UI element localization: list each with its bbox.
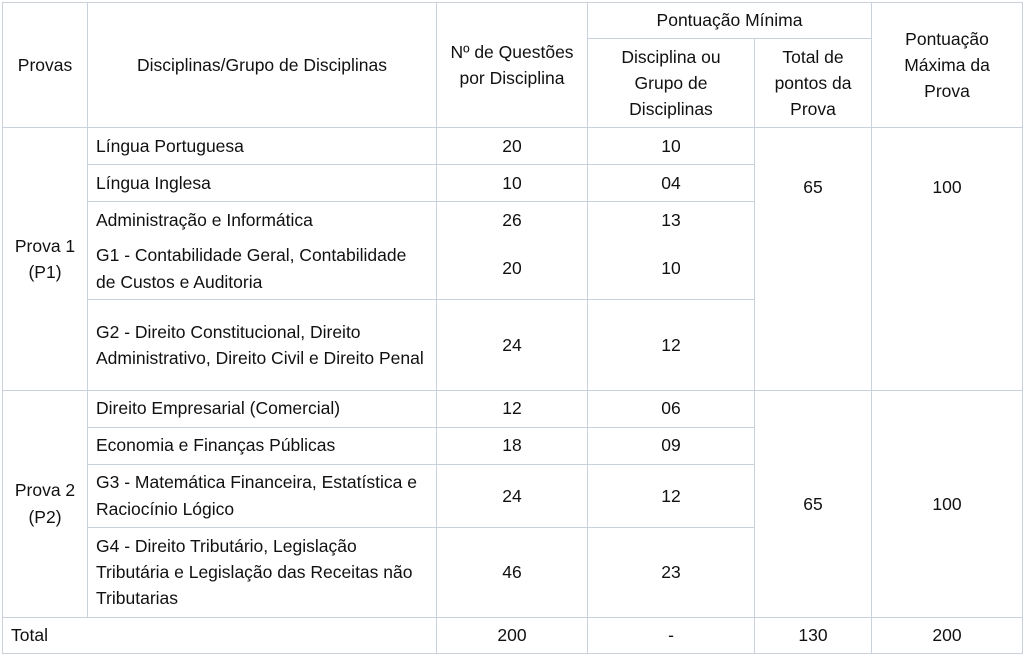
header-provas: Provas	[3, 3, 88, 128]
header-total-pontos: Total de pontos da Prova	[755, 39, 872, 128]
header-num-questoes: Nº de Questões por Disciplina	[437, 3, 588, 128]
prova1-questoes-3: 26	[437, 202, 588, 238]
prova2-questoes-1: 12	[437, 390, 588, 427]
total-pontos: 130	[755, 617, 872, 653]
prova2-disciplina-3: G3 - Matemática Financeira, Estatística e Raciocínio Lógico	[88, 464, 437, 527]
prova1-questoes-1: 20	[437, 128, 588, 165]
prova2-total-pontos: 65	[755, 390, 872, 617]
prova1-questoes-2: 10	[437, 165, 588, 202]
total-label: Total	[3, 617, 437, 653]
prova1-minima-3: 13	[588, 202, 755, 238]
header-disciplinas: Disciplinas/Grupo de Disciplinas	[88, 3, 437, 128]
prova2-pontuacao-maxima: 100	[872, 390, 1023, 617]
prova1-disciplina-4: G1 - Contabilidade Geral, Contabilidade de Custos e Auditoria	[88, 238, 437, 300]
prova1-label: Prova 1 (P1)	[3, 128, 88, 390]
prova1-disciplina-5: G2 - Direito Constitucional, Direito Administrativo, Direito Civil e Direito Penal	[88, 300, 437, 390]
exam-score-table	[2, 2, 1023, 654]
prova1-minima-2: 04	[588, 165, 755, 202]
prova2-questoes-4: 46	[437, 527, 588, 617]
total-questoes: 200	[437, 617, 588, 653]
total-minima: -	[588, 617, 755, 653]
prova1-disciplina-1: Língua Portuguesa	[88, 128, 437, 165]
header-disciplina-grupo: Disciplina ou Grupo de Disciplinas	[588, 39, 755, 128]
prova2-label: Prova 2 (P2)	[3, 390, 88, 617]
prova2-disciplina-2: Economia e Finanças Públicas	[88, 427, 437, 464]
prova1-questoes-5: 24	[437, 300, 588, 390]
prova1-minima-4: 10	[588, 238, 755, 300]
total-pontuacao-maxima: 200	[872, 617, 1023, 653]
prova1-pontuacao-maxima: 100	[872, 128, 1023, 390]
prova1-total-pontos: 65	[755, 128, 872, 390]
header-pontuacao-minima: Pontuação Mínima	[588, 3, 872, 39]
prova2-minima-2: 09	[588, 427, 755, 464]
prova2-minima-1: 06	[588, 390, 755, 427]
prova1-minima-1: 10	[588, 128, 755, 165]
prova2-disciplina-4: G4 - Direito Tributário, Legislação Tributária e Legislação das Receitas não Tributarias	[88, 527, 437, 617]
prova1-disciplina-2: Língua Inglesa	[88, 165, 437, 202]
prova1-disciplina-3: Administração e Informática	[88, 202, 437, 238]
prova1-questoes-4: 20	[437, 238, 588, 300]
header-pontuacao-maxima: Pontuação Máxima da Prova	[872, 3, 1023, 128]
prova2-minima-4: 23	[588, 527, 755, 617]
prova2-minima-3: 12	[588, 464, 755, 527]
prova2-disciplina-1: Direito Empresarial (Comercial)	[88, 390, 437, 427]
prova1-minima-5: 12	[588, 300, 755, 390]
prova2-questoes-2: 18	[437, 427, 588, 464]
prova2-questoes-3: 24	[437, 464, 588, 527]
